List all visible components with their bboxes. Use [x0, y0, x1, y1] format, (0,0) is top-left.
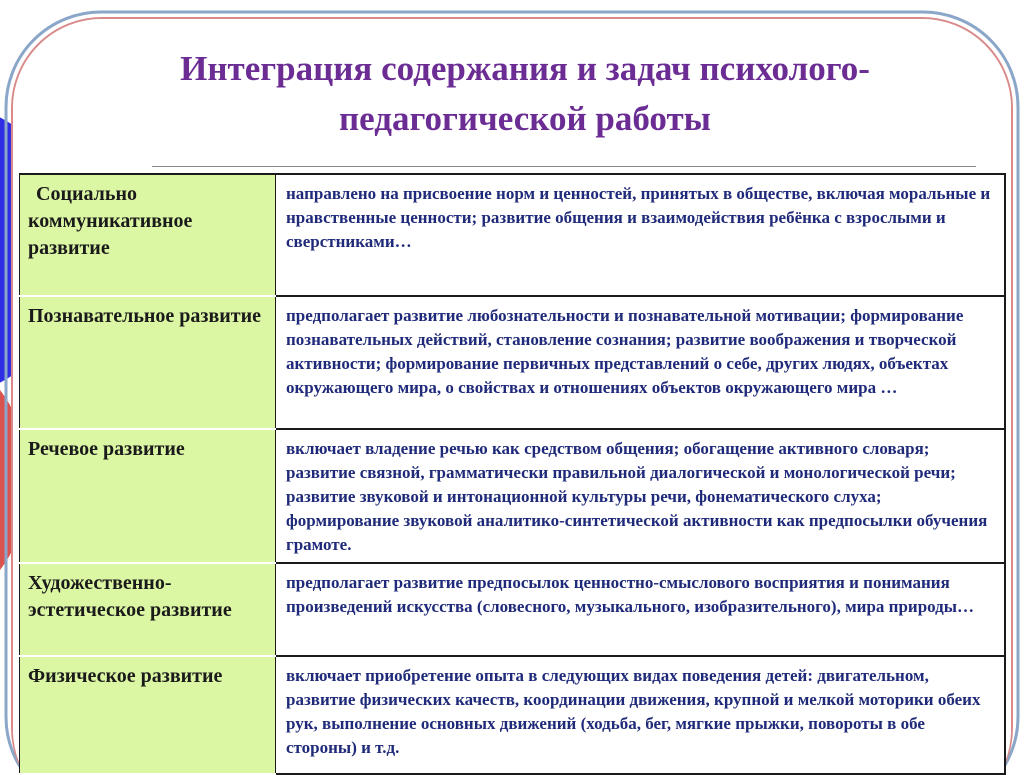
description-cell: направлено на присвоение норм и ценностей, принятых в обществе, включая моральные и нравственные ценности; развитие общения и взаимодействия ребёнка с взрослыми и сверстниками…: [276, 174, 1006, 296]
area-cell: [20, 174, 276, 296]
description-cell: включает владение речью как средством общения; обогащение активного словаря; развитие связной, грамматически правильной диалогической и монологической речи; развитие звуковой и интонационной культуры речи, фонематического слуха; формирование звуковой аналитико-синтетической активности как предпосылки обучения грамоте.: [276, 429, 1006, 563]
area-cell: Художественно-эстетическое развитие: [20, 563, 276, 656]
slide-title: [100, 44, 950, 144]
table-row: [20, 174, 1006, 296]
table-row: [20, 296, 1006, 429]
area-cell: Речевое развитие: [20, 429, 276, 563]
table-row: [20, 656, 1006, 774]
area-cell: Физическое развитие: [20, 656, 276, 774]
area-label: Социально коммуникативное развитие: [28, 183, 193, 259]
description-cell: предполагает развитие любознательности и познавательной мотивации; формирование познавательных действий, становление сознания; развитие воображения и творческой активности; формирование первичных представлений о себе, других людях, объектах окружающего мира, о свойствах и отношениях объектов окружающего мира …: [276, 296, 1006, 429]
slide-title-line-2: педагогической работы: [339, 99, 711, 138]
development-areas-table: [19, 173, 1006, 775]
description-cell: предполагает развитие предпосылок ценностно-смыслового восприятия и понимания произведений искусства (словесного, музыкального, изобразительного), мира природы…: [276, 563, 1006, 656]
title-divider: [152, 166, 976, 167]
table-row: [20, 563, 1006, 656]
table-row: [20, 429, 1006, 563]
description-cell: включает приобретение опыта в следующих видах поведения детей: двигательном, развитие физических качеств, координации движения, крупной и мелкой моторики обеих рук, выполнение основных движений (ходьба, бег, мягкие прыжки, повороты в обе стороны) и т.д.: [276, 656, 1006, 774]
area-cell: Познавательное развитие: [20, 296, 276, 429]
slide-title-line-1: Интеграция содержания и задач психолого-: [180, 49, 870, 88]
